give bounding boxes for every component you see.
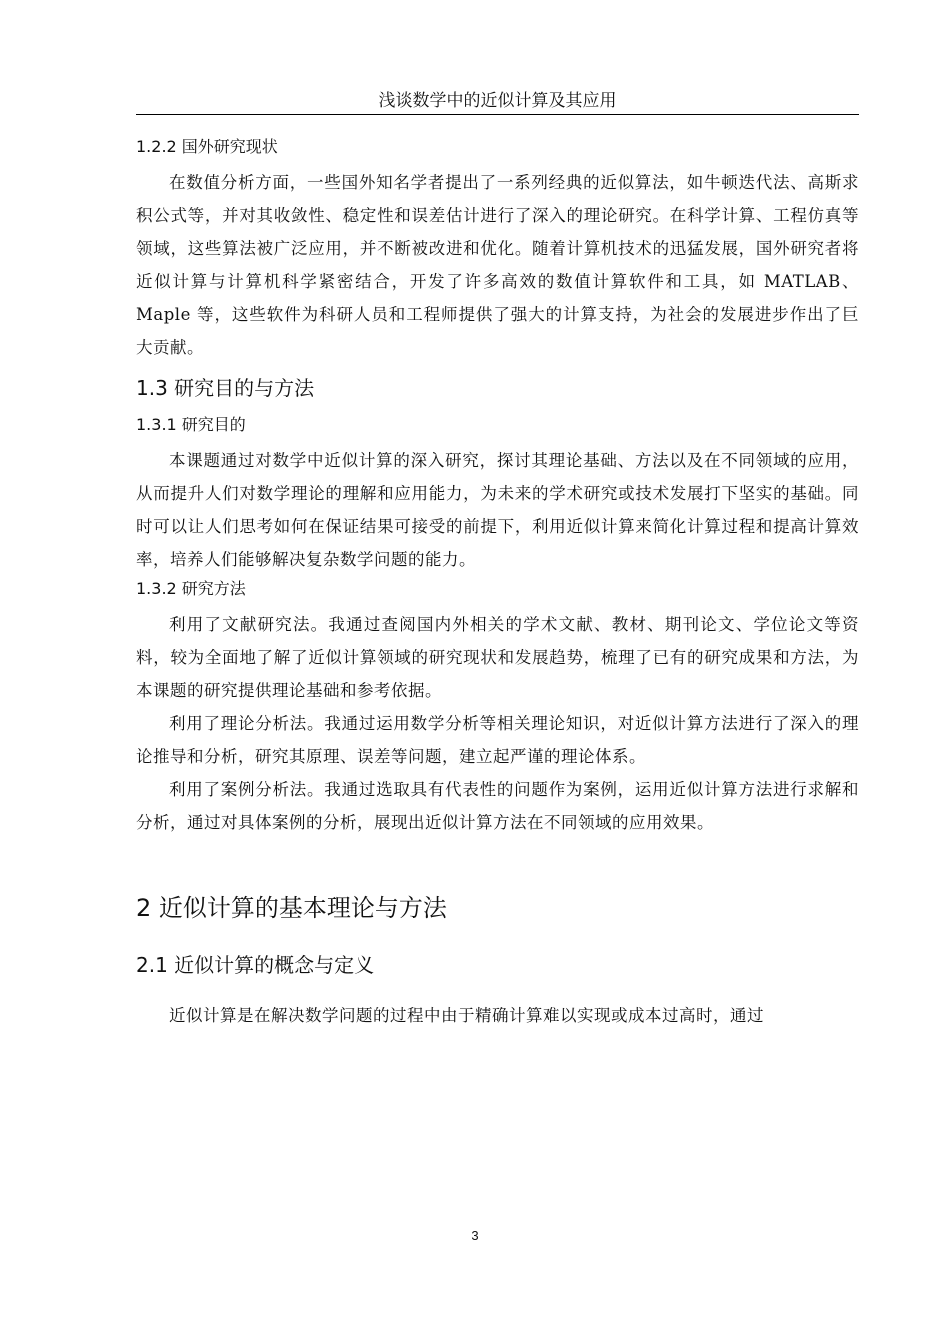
paragraph-method-literature: 利用了文献研究法。我通过查阅国内外相关的学术文献、教材、期刊论文、学位论文等资料，较为全面地了解了近似计算领域的研究现状和发展趋势，梳理了已有的研究成果和方法，为本课题的研究提供理论基础和参考依据。 bbox=[136, 615, 859, 700]
heading-2-1: 2.1 近似计算的概念与定义 bbox=[136, 953, 375, 977]
heading-1-3-1: 1.3.1 研究目的 bbox=[136, 415, 246, 434]
heading-1-3: 1.3 研究目的与方法 bbox=[136, 376, 315, 400]
paragraph-research-purpose: 本课题通过对数学中近似计算的深入研究，探讨其理论基础、方法以及在不同领域的应用，从而提升人们对数学理论的理解和应用能力，为未来的学术研究或技术发展打下坚实的基础。同时可以让人们思考如何在保证结果可接受的前提下，利用近似计算来简化计算过程和提高计算效率，培养人们能够解决复杂数学问题的能力。 bbox=[136, 451, 859, 569]
page-number: 3 bbox=[471, 1228, 479, 1243]
heading-1-2-2: 1.2.2 国外研究现状 bbox=[136, 137, 278, 156]
paragraph-approx-definition: 近似计算是在解决数学问题的过程中由于精确计算难以实现或成本过高时，通过 bbox=[169, 1006, 764, 1025]
heading-1-3-2: 1.3.2 研究方法 bbox=[136, 579, 246, 598]
paragraph-method-theory: 利用了理论分析法。我通过运用数学分析等相关理论知识，对近似计算方法进行了深入的理论推导和分析，研究其原理、误差等问题，建立起严谨的理论体系。 bbox=[136, 714, 859, 766]
paragraph-method-case: 利用了案例分析法。我通过选取具有代表性的问题作为案例，运用近似计算方法进行求解和分析，通过对具体案例的分析，展现出近似计算方法在不同领域的应用效果。 bbox=[136, 780, 859, 832]
running-header: 浅谈数学中的近似计算及其应用 bbox=[136, 88, 859, 115]
paragraph-foreign-research: 在数值分析方面，一些国外知名学者提出了一系列经典的近似算法，如牛顿迭代法、高斯求积公式等，并对其收敛性、稳定性和误差估计进行了深入的理论研究。在科学计算、工程仿真等领域，这些算法被广泛应用，并不断被改进和优化。随着计算机技术的迅猛发展，国外研究者将近似计算与计算机科学紧密结合，开发了许多高效的数值计算软件和工具，如 MATLAB、Maple 等，这些软件为科研人员和工程师提供了强大的计算支持，为社会的发展进步作出了巨大贡献。 bbox=[136, 173, 859, 357]
heading-chapter-2: 2 近似计算的基本理论与方法 bbox=[136, 894, 447, 922]
page-content bbox=[136, 130, 859, 1032]
